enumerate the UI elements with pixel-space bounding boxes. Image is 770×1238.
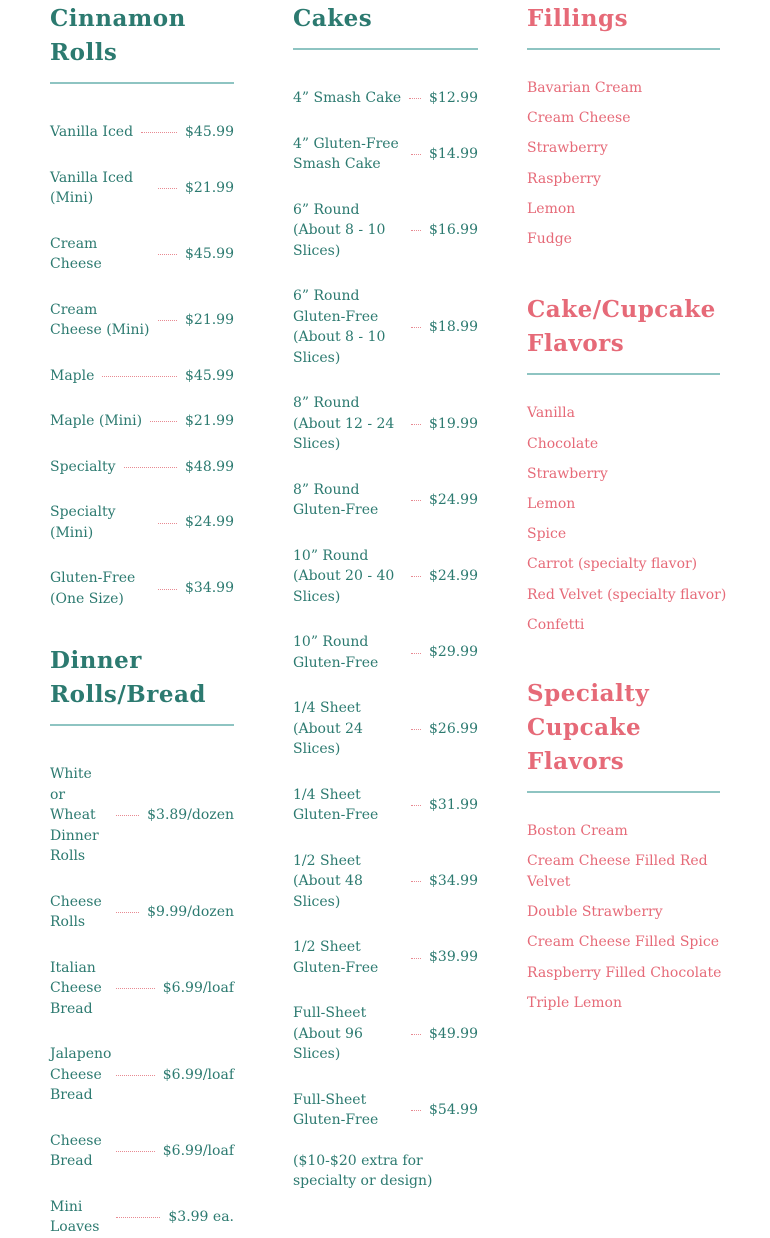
menu-item-price: $24.99 xyxy=(429,491,478,508)
dot-leader xyxy=(116,987,155,989)
menu-item-price: $34.99 xyxy=(185,580,234,597)
section-cinnamon-rolls xyxy=(50,0,234,609)
flavor-item: Bavarian Cream xyxy=(527,80,643,96)
menu-item-name: Full-Sheet Gluten-Free xyxy=(293,1091,379,1128)
menu-item-price: $24.99 xyxy=(185,514,234,531)
menu-item-name: Jalapeno Cheese Bread xyxy=(50,1046,112,1103)
menu-item-name: 6” Round Gluten-Free (About 8 - 10 Slices) xyxy=(293,288,386,366)
menu-item-price: $21.99 xyxy=(185,179,234,196)
menu-item xyxy=(50,958,234,1020)
menu-item-price: $54.99 xyxy=(429,1101,478,1118)
section-divider xyxy=(527,48,720,50)
menu-item xyxy=(50,300,234,341)
dot-leader xyxy=(411,957,421,959)
dot-leader xyxy=(411,804,421,806)
menu-item xyxy=(293,88,478,109)
menu-list-cake-flavors xyxy=(527,403,727,635)
menu-item xyxy=(50,457,234,478)
dot-leader xyxy=(411,326,421,328)
menu-item xyxy=(293,937,478,978)
flavor-item: Lemon xyxy=(527,496,576,512)
menu-item xyxy=(293,785,478,826)
dot-leader xyxy=(411,1109,421,1111)
flavor-item: Confetti xyxy=(527,616,585,633)
menu-item-price: $16.99 xyxy=(429,222,478,238)
dot-leader xyxy=(411,423,421,425)
section-divider xyxy=(50,724,234,726)
menu-item-price: $48.99 xyxy=(185,458,234,475)
menu-item-price: $18.99 xyxy=(429,318,478,335)
menu-item-name: 1/4 Sheet Gluten-Free xyxy=(293,786,379,823)
dot-leader xyxy=(411,1033,421,1035)
menu-list-cakes xyxy=(293,88,478,1131)
menu-item-name: Maple xyxy=(50,367,95,384)
flavor-item: Fudge xyxy=(527,230,572,247)
dot-leader xyxy=(124,466,177,468)
flavor-item: Lemon xyxy=(527,200,576,217)
menu-item-name: Mini Loaves xyxy=(50,1198,100,1235)
menu-item xyxy=(293,200,478,262)
menu-item-name: Cream Cheese xyxy=(50,235,102,272)
section-title-cinnamon-rolls: Cinnamon Rolls xyxy=(50,5,186,66)
menu-item-name: 1/2 Sheet (About 48 Slices) xyxy=(293,852,363,910)
menu-item-price: $21.99 xyxy=(185,413,234,429)
menu-item-price: $31.99 xyxy=(429,796,478,813)
menu-item-name: Italian Cheese Bread xyxy=(50,959,102,1017)
menu-item-price: $24.99 xyxy=(429,568,478,584)
section-specialty-cupcakes xyxy=(527,675,727,1013)
menu-item-price: $39.99 xyxy=(429,949,478,966)
section-title-dinner-rolls: Dinner Rolls/Bread xyxy=(50,647,206,708)
dot-leader xyxy=(411,880,421,882)
menu-item-price: $12.99 xyxy=(429,90,478,106)
flavor-item: Spice xyxy=(527,526,567,543)
section-dinner-rolls xyxy=(50,642,234,1238)
menu-item xyxy=(293,286,478,368)
menu-item xyxy=(50,411,234,432)
dot-leader xyxy=(158,588,177,590)
flavor-item: Cream Cheese xyxy=(527,110,631,127)
menu-item-price: $6.99/loaf xyxy=(162,1142,234,1159)
section-cakes xyxy=(293,0,478,1192)
dot-leader xyxy=(116,814,139,816)
flavor-item: Strawberry xyxy=(527,140,608,157)
dot-leader xyxy=(116,911,139,913)
section-title-cakes: Cakes xyxy=(293,5,373,32)
dot-leader xyxy=(411,153,421,155)
column-middle xyxy=(293,0,478,1192)
menu-item xyxy=(293,1090,478,1131)
flavor-item: Triple Lemon xyxy=(527,994,622,1011)
dot-leader xyxy=(411,499,421,501)
section-divider xyxy=(50,82,234,84)
menu-item xyxy=(293,1003,478,1065)
menu-item xyxy=(293,480,478,521)
menu-item-price: $21.99 xyxy=(185,311,234,328)
section-fillings xyxy=(527,0,727,249)
menu-item xyxy=(50,892,234,933)
dot-leader xyxy=(116,1150,155,1152)
menu-item xyxy=(50,234,234,275)
menu-item-price: $49.99 xyxy=(429,1025,478,1042)
section-title-cake-flavors: Cake/Cupcake Flavors xyxy=(527,296,716,358)
flavor-item: Strawberry xyxy=(527,465,608,482)
menu-list-dinner-rolls xyxy=(50,764,234,1238)
column-right xyxy=(527,0,727,1013)
menu-item xyxy=(50,122,234,143)
menu-item-price: $14.99 xyxy=(429,145,478,162)
dot-leader xyxy=(150,420,177,422)
section-title-fillings: Fillings xyxy=(527,5,629,32)
flavor-item: Boston Cream xyxy=(527,823,628,840)
menu-item xyxy=(50,1197,234,1238)
menu-item-name: Cheese Bread xyxy=(50,1132,102,1169)
menu-item-price: $34.99 xyxy=(429,873,478,889)
dot-leader xyxy=(411,728,421,730)
menu-item-name: Specialty xyxy=(50,458,116,475)
menu-item-price: $3.89/dozen xyxy=(147,807,234,823)
menu-item-name: 8” Round Gluten-Free xyxy=(293,481,379,518)
menu-item-price: $3.99 ea. xyxy=(168,1208,234,1225)
dot-leader xyxy=(158,319,177,321)
flavor-item: Cream Cheese Filled Red Velvet xyxy=(527,853,708,890)
menu-item xyxy=(293,698,478,760)
menu-item xyxy=(293,134,478,175)
section-divider xyxy=(527,373,720,375)
menu-list-cinnamon-rolls xyxy=(50,122,234,609)
menu-list-fillings xyxy=(527,78,727,249)
menu-item-name: 1/4 Sheet (About 24 Slices) xyxy=(293,700,363,757)
dot-leader xyxy=(158,187,177,189)
menu-item-name: Specialty (Mini) xyxy=(50,504,116,541)
flavor-item: Carrot (specialty flavor) xyxy=(527,556,698,573)
menu-item-name: Maple (Mini) xyxy=(50,413,143,429)
menu-item-name: Cream Cheese (Mini) xyxy=(50,301,150,338)
menu-item-name: Gluten-Free (One Size) xyxy=(50,570,136,607)
menu-item xyxy=(50,1131,234,1172)
menu-item-price: $45.99 xyxy=(185,367,234,384)
menu-item-name: White or Wheat Dinner Rolls xyxy=(50,766,99,864)
menu-item-name: 10” Round (About 20 - 40 Slices) xyxy=(293,547,395,605)
dot-leader xyxy=(141,131,177,133)
flavor-item: Vanilla xyxy=(527,405,575,422)
cakes-note: ($10-$20 extra for specialty or design) xyxy=(293,1152,433,1189)
flavor-item: Raspberry xyxy=(527,170,601,187)
menu-item-name: Vanilla Iced (Mini) xyxy=(50,169,134,206)
dot-leader xyxy=(409,97,421,99)
menu-item-name: Vanilla Iced xyxy=(50,124,134,140)
column-left xyxy=(50,0,234,1238)
section-title-specialty-cupcakes: Specialty Cupcake Flavors xyxy=(527,680,650,776)
menu-item-price: $6.99/loaf xyxy=(162,980,234,996)
menu-item xyxy=(50,764,234,867)
flavor-item: Cream Cheese Filled Spice xyxy=(527,934,719,951)
menu-item-name: Cheese Rolls xyxy=(50,893,102,930)
dot-leader xyxy=(116,1216,160,1218)
menu-item xyxy=(293,632,478,673)
menu-item xyxy=(50,568,234,609)
menu-item-name: Full-Sheet (About 96 Slices) xyxy=(293,1005,367,1062)
menu-item-name: 10” Round Gluten-Free xyxy=(293,634,379,671)
menu-item xyxy=(293,393,478,455)
menu-item-price: $26.99 xyxy=(429,720,478,737)
menu-item-price: $29.99 xyxy=(429,644,478,661)
dot-leader xyxy=(411,229,421,231)
menu-item-price: $45.99 xyxy=(185,124,234,140)
menu-item-price: $19.99 xyxy=(429,415,478,432)
menu-item-name: 4” Gluten-Free Smash Cake xyxy=(293,135,399,172)
menu-item-price: $6.99/loaf xyxy=(162,1066,234,1083)
menu-item-name: 1/2 Sheet Gluten-Free xyxy=(293,939,379,976)
flavor-item: Chocolate xyxy=(527,435,599,452)
menu-item xyxy=(293,546,478,608)
dot-leader xyxy=(411,575,421,577)
section-cake-flavors xyxy=(527,291,727,635)
dot-leader xyxy=(411,652,421,654)
dot-leader xyxy=(158,253,177,255)
menu-item-name: 8” Round (About 12 - 24 Slices) xyxy=(293,395,395,452)
menu-item xyxy=(293,851,478,913)
menu-item xyxy=(50,502,234,543)
menu-item-price: $45.99 xyxy=(185,245,234,262)
section-divider xyxy=(527,791,720,793)
menu-item-price: $9.99/dozen xyxy=(147,903,234,920)
menu-item-name: 4” Smash Cake xyxy=(293,90,402,106)
menu-item-name: 6” Round (About 8 - 10 Slices) xyxy=(293,201,386,259)
menu-list-specialty-cupcakes xyxy=(527,821,727,1013)
menu-item xyxy=(50,366,234,387)
section-divider xyxy=(293,48,478,50)
flavor-item: Red Velvet (specialty flavor) xyxy=(527,586,727,603)
dot-leader xyxy=(102,375,177,377)
flavor-item: Double Strawberry xyxy=(527,904,663,921)
menu-item xyxy=(50,1044,234,1106)
flavor-item: Raspberry Filled Chocolate xyxy=(527,964,722,981)
dot-leader xyxy=(116,1074,155,1076)
dot-leader xyxy=(158,522,177,524)
menu-item xyxy=(50,168,234,209)
